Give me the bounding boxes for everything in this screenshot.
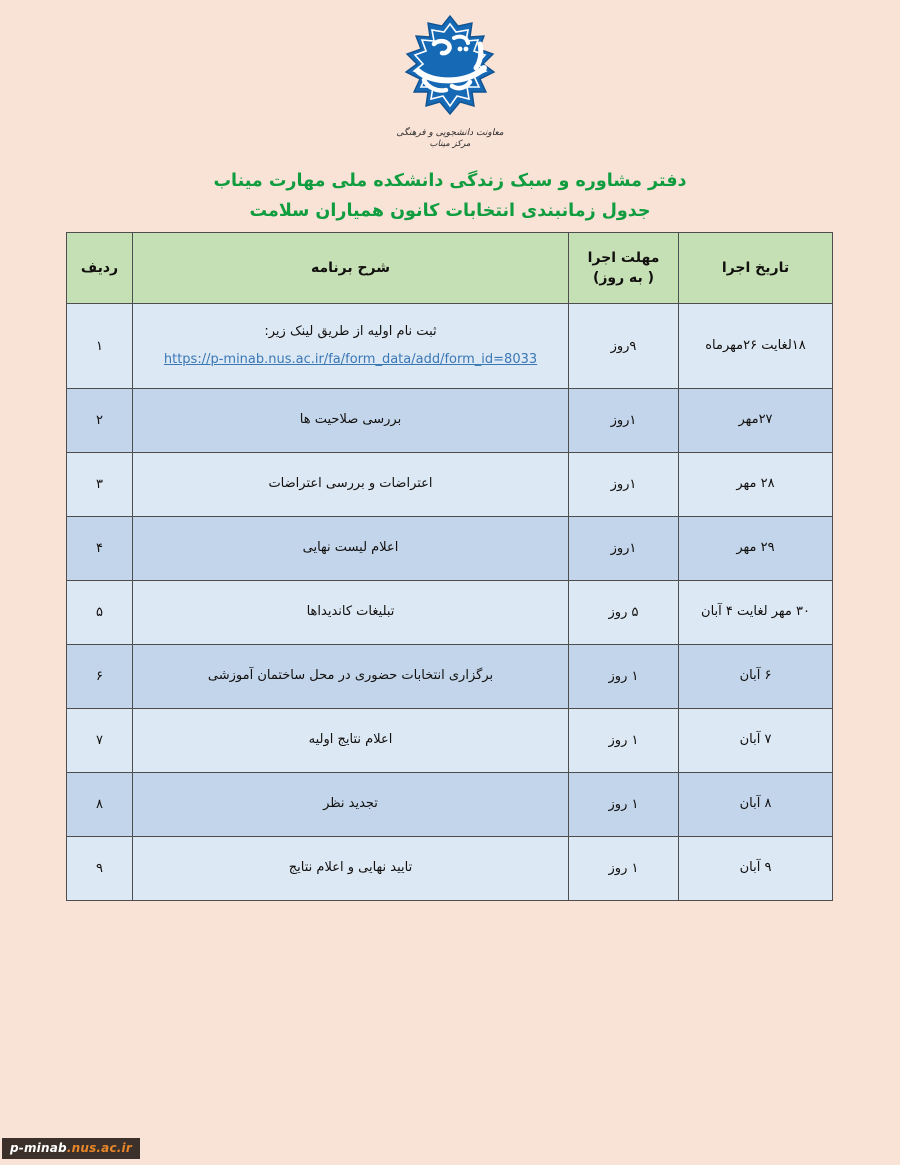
table-row: [67, 837, 833, 901]
page-title-line2: جدول زمانبندی انتخابات کانون همیاران سلامت: [249, 201, 651, 221]
cell-description: تجدید نظر: [133, 773, 569, 837]
cell-days: ۱ روز: [569, 837, 679, 901]
watermark-primary: p-minab: [10, 1141, 67, 1155]
cell-date: ۸ آبان: [679, 773, 833, 837]
cell-description: تبلیغات کاندیداها: [133, 581, 569, 645]
cell-radif: ۸: [67, 773, 133, 837]
cell-description: [133, 304, 569, 389]
document-header-logo-block: [0, 14, 900, 174]
cell-description: تایید نهایی و اعلام نتایج: [133, 837, 569, 901]
university-logo-icon: [394, 14, 506, 126]
cell-radif: ۳: [67, 453, 133, 517]
column-header-days-line1: مهلت اجرا: [587, 249, 660, 266]
cell-days: ۵ روز: [569, 581, 679, 645]
table-row: [67, 304, 833, 389]
cell-date: ۶ آبان: [679, 645, 833, 709]
table-row: [67, 645, 833, 709]
cell-date: ۷ آبان: [679, 709, 833, 773]
cell-date: ۹ آبان: [679, 837, 833, 901]
description-link-wrap: [139, 349, 562, 371]
column-header-radif: ردیف: [67, 233, 133, 304]
watermark-secondary: .nus.ac.ir: [66, 1141, 132, 1155]
page-title-line1: دفتر مشاوره و سبک زندگی دانشکده ملی مهارت میناب: [213, 171, 687, 191]
cell-description: بررسی صلاحیت ها: [133, 389, 569, 453]
cell-description: اعلام لیست نهایی: [133, 517, 569, 581]
cell-date: ۱۸لغایت ۲۶مهرماه: [679, 304, 833, 389]
cell-radif: ۵: [67, 581, 133, 645]
cell-days: ۹روز: [569, 304, 679, 389]
cell-date: ۲۹ مهر: [679, 517, 833, 581]
cell-days: ۱روز: [569, 453, 679, 517]
cell-date: ۲۷مهر: [679, 389, 833, 453]
registration-form-link[interactable]: https://p-minab.nus.ac.ir/fa/form_data/add/form_id=8033: [163, 351, 538, 367]
cell-radif: ۱: [67, 304, 133, 389]
column-header-date: تاریخ اجرا: [679, 233, 833, 304]
table-row: [67, 453, 833, 517]
document-titles: [0, 166, 900, 226]
table-body: [67, 304, 833, 901]
column-header-days: [569, 233, 679, 304]
cell-days: ۱ روز: [569, 773, 679, 837]
table-row: [67, 709, 833, 773]
table-row: [67, 389, 833, 453]
cell-description: اعلام نتایج اولیه: [133, 709, 569, 773]
logo-subtitle: [396, 128, 503, 150]
cell-radif: ۹: [67, 837, 133, 901]
cell-days: ۱روز: [569, 517, 679, 581]
cell-days: ۱ روز: [569, 709, 679, 773]
table-row: [67, 773, 833, 837]
column-header-description: شرح برنامه: [133, 233, 569, 304]
logo-subtitle-line1: معاونت دانشجویی و فرهنگی: [396, 128, 504, 138]
cell-radif: ۲: [67, 389, 133, 453]
logo-subtitle-line2: مرکز میناب: [429, 139, 471, 150]
table-row: [67, 517, 833, 581]
schedule-table: [66, 232, 833, 901]
schedule-table-container: [67, 232, 833, 901]
cell-days: ۱روز: [569, 389, 679, 453]
cell-radif: ۴: [67, 517, 133, 581]
table-header: [67, 233, 833, 304]
cell-date: ۳۰ مهر لغایت ۴ آبان: [679, 581, 833, 645]
cell-description: اعتراضات و بررسی اعتراضات: [133, 453, 569, 517]
cell-description: برگزاری انتخابات حضوری در محل ساختمان آموزشی: [133, 645, 569, 709]
column-header-days-line2: ( به روز): [592, 270, 655, 286]
cell-radif: ۶: [67, 645, 133, 709]
site-watermark: [2, 1138, 140, 1159]
cell-days: ۱ روز: [569, 645, 679, 709]
table-header-row: [67, 233, 833, 304]
description-text: ثبت نام اولیه از طریق لینک زیر:: [264, 324, 437, 340]
cell-date: ۲۸ مهر: [679, 453, 833, 517]
cell-radif: ۷: [67, 709, 133, 773]
table-row: [67, 581, 833, 645]
